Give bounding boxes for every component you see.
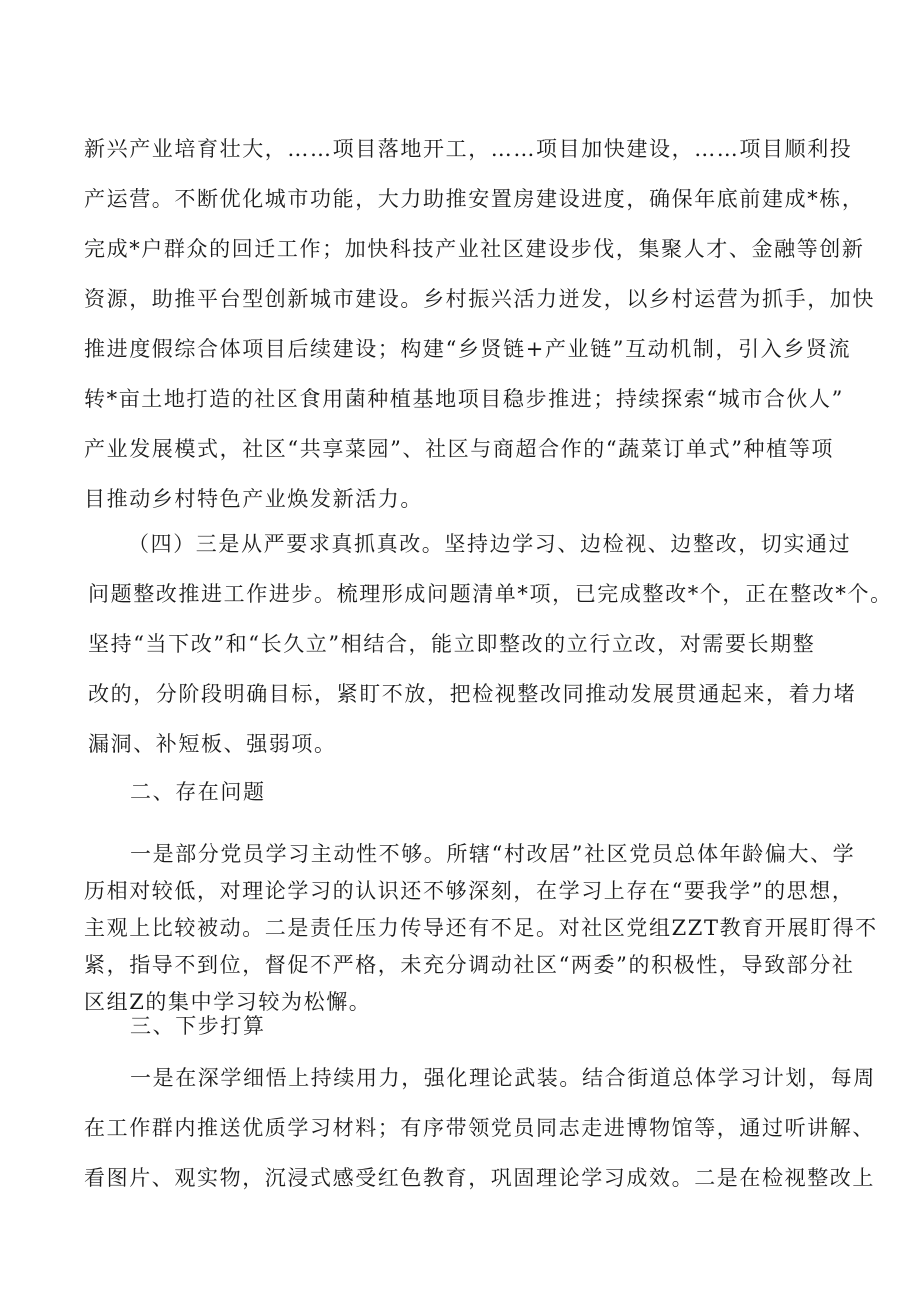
text-line: 坚持“当下改”和“长久立”相结合，能立即整改的立行立改，对需要长期整 (88, 632, 816, 656)
text-line: 区组Z的集中学习较为松懈。 (84, 990, 372, 1014)
text-line: 推进度假综合体项目后续建设；构建“乡贤链+产业链”互动机制，引入乡贤流 (84, 337, 852, 361)
text-line: 完成*户群众的回迁工作；加快科技产业社区建设步伐，集聚人才、金融等创新 (84, 237, 865, 261)
text-line: 一是在深学细悟上持续用力，强化理论武装。结合街道总体学习计划，每周 (130, 1066, 876, 1090)
paragraph-problems (84, 836, 878, 1021)
text-line: 问题整改推进工作进步。梳理形成问题清单*项，已完成整改*个，正在整改*个。 (88, 582, 893, 606)
text-line: 目推动乡村特色产业焕发新活力。 (84, 487, 423, 511)
text-line: 主观上比较被动。二是责任压力传导还有不足。对社区党组ZZT教育开展盯得不 (84, 916, 878, 940)
text-line: （四）三是从严要求真抓真改。坚持边学习、边检视、边整改，切实通过 (128, 532, 852, 556)
text-line: 转*亩土地打造的社区食用菌种植基地项目稳步推进；持续探索“城市合伙人” (84, 387, 844, 411)
text-line: 一是部分党员学习主动性不够。所辖“村改居”社区党员总体年龄偏大、学 (130, 842, 856, 866)
text-line: 产运营。不断优化城市功能，大力助推安置房建设进度，确保年底前建成*栋， (84, 187, 865, 211)
text-line: 在工作群内推送优质学习材料；有序带领党员同志走进博物馆等，通过听讲解、 (84, 1116, 875, 1140)
text-line: 产业发展模式，社区“共享菜园”、社区与商超合作的“蔬菜订单式”种植等项 (84, 437, 834, 461)
paragraph-industry-development (84, 124, 875, 524)
section-heading-next-steps: 三、下步打算 (130, 1014, 266, 1038)
paragraph-rectification (84, 519, 893, 769)
text-line: 新兴产业培育壮大，……项目落地开工，……项目加快建设，……项目顺利投 (84, 137, 853, 161)
text-line: 资源，助推平台型创新城市建设。乡村振兴活力迸发，以乡村运营为抓手，加快 (84, 287, 875, 311)
text-line: 看图片、观实物，沉浸式感受红色教育，巩固理论学习成效。二是在检视整改上 (84, 1166, 875, 1190)
section-heading-problems: 二、存在问题 (130, 780, 266, 804)
text-line: 紧，指导不到位，督促不严格，未充分调动社区“两委”的积极性，导致部分社 (84, 953, 855, 977)
text-line: 漏洞、补短板、强弱项。 (88, 732, 337, 756)
text-line: 改的，分阶段明确目标，紧盯不放，把检视整改同推动发展贯通起来，着力堵 (88, 682, 857, 706)
text-line: 历相对较低，对理论学习的认识还不够深刻，在学习上存在“要我学”的思想， (84, 879, 855, 903)
paragraph-next-steps (84, 1053, 876, 1203)
